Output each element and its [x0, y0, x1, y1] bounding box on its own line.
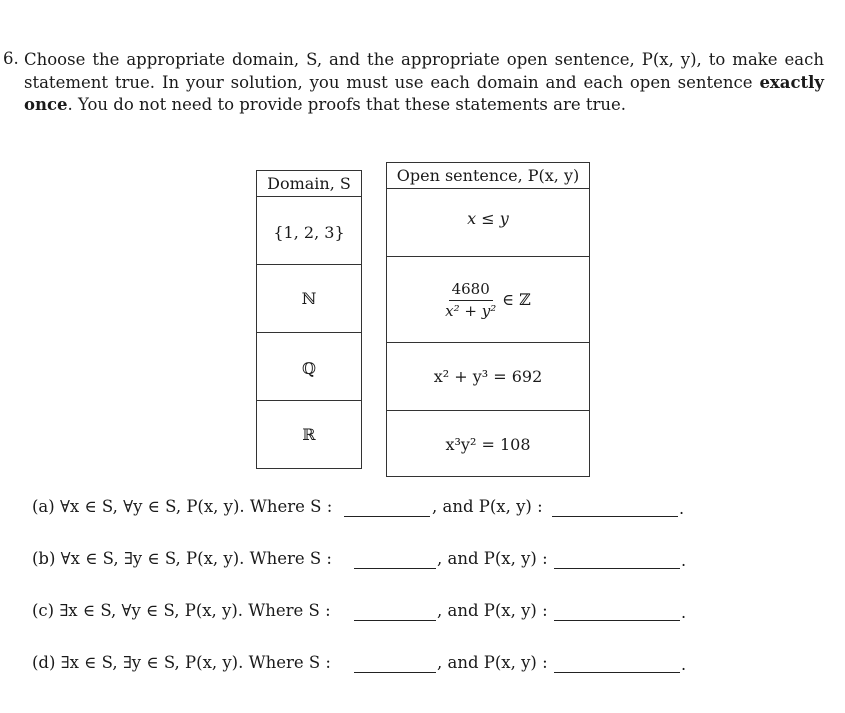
sentence-cell	[387, 342, 589, 410]
fraction	[445, 280, 496, 320]
sentence-value: x ≤ y	[467, 209, 509, 228]
instructions-text-end: . You do not need to provide proofs that these statements are true.	[67, 95, 627, 114]
sentence-answer-blank[interactable]	[554, 620, 680, 621]
question-label: (a) ∀x ∈ S, ∀y ∈ S, P(x, y). Where S :	[32, 497, 333, 516]
end-period: .	[681, 655, 687, 674]
end-period: .	[679, 499, 685, 518]
sentence-answer-blank[interactable]	[554, 672, 680, 673]
instructions-text: Choose the appropriate domain, S, and the appropriate open sentence, P(x, y), to make each statement true. In your solution, you must use each domain and each open sentence	[24, 50, 824, 92]
fraction-numerator: 4680	[449, 280, 493, 301]
instructions-emphasis: exactly once	[24, 72, 824, 114]
domain-cell	[257, 196, 361, 264]
sentence-value: x³y² = 108	[445, 435, 531, 454]
domain-value: {1, 2, 3}	[273, 223, 345, 242]
sentence-cell	[387, 410, 589, 478]
sentence-table	[386, 162, 590, 477]
fraction-denominator: x² + y²	[445, 301, 497, 320]
domain-table	[256, 170, 362, 469]
problem-number: 6.	[3, 49, 19, 68]
sentence-cell	[387, 188, 589, 256]
and-label: , and P(x, y) :	[437, 601, 548, 620]
problem-instructions	[24, 49, 824, 117]
domain-answer-blank[interactable]	[344, 516, 430, 517]
end-period: .	[681, 551, 687, 570]
domain-answer-blank[interactable]	[354, 568, 436, 569]
domain-answer-blank[interactable]	[354, 620, 436, 621]
sentence-answer-blank[interactable]	[554, 568, 680, 569]
domain-value: ℝ	[302, 425, 316, 444]
sentence-answer-blank[interactable]	[552, 516, 678, 517]
question-label: (c) ∃x ∈ S, ∀y ∈ S, P(x, y). Where S :	[32, 601, 331, 620]
sentence-table-header: Open sentence, P(x, y)	[396, 166, 580, 185]
and-label: , and P(x, y) :	[437, 549, 548, 568]
and-label: , and P(x, y) :	[437, 653, 548, 672]
domain-value: ℚ	[302, 359, 316, 378]
domain-cell	[257, 264, 361, 332]
domain-cell	[257, 332, 361, 400]
domain-cell	[257, 400, 361, 470]
and-label: , and P(x, y) :	[432, 497, 543, 516]
sentence-cell	[387, 256, 589, 342]
end-period: .	[681, 603, 687, 622]
domain-answer-blank[interactable]	[354, 672, 436, 673]
question-label: (b) ∀x ∈ S, ∃y ∈ S, P(x, y). Where S :	[32, 549, 332, 568]
domain-value: ℕ	[301, 289, 317, 308]
sentence-value: x² + y³ = 692	[433, 367, 543, 386]
sentence-suffix: ∈ ℤ	[502, 290, 531, 309]
domain-table-header: Domain, S	[267, 174, 351, 193]
question-label: (d) ∃x ∈ S, ∃y ∈ S, P(x, y). Where S :	[32, 653, 331, 672]
